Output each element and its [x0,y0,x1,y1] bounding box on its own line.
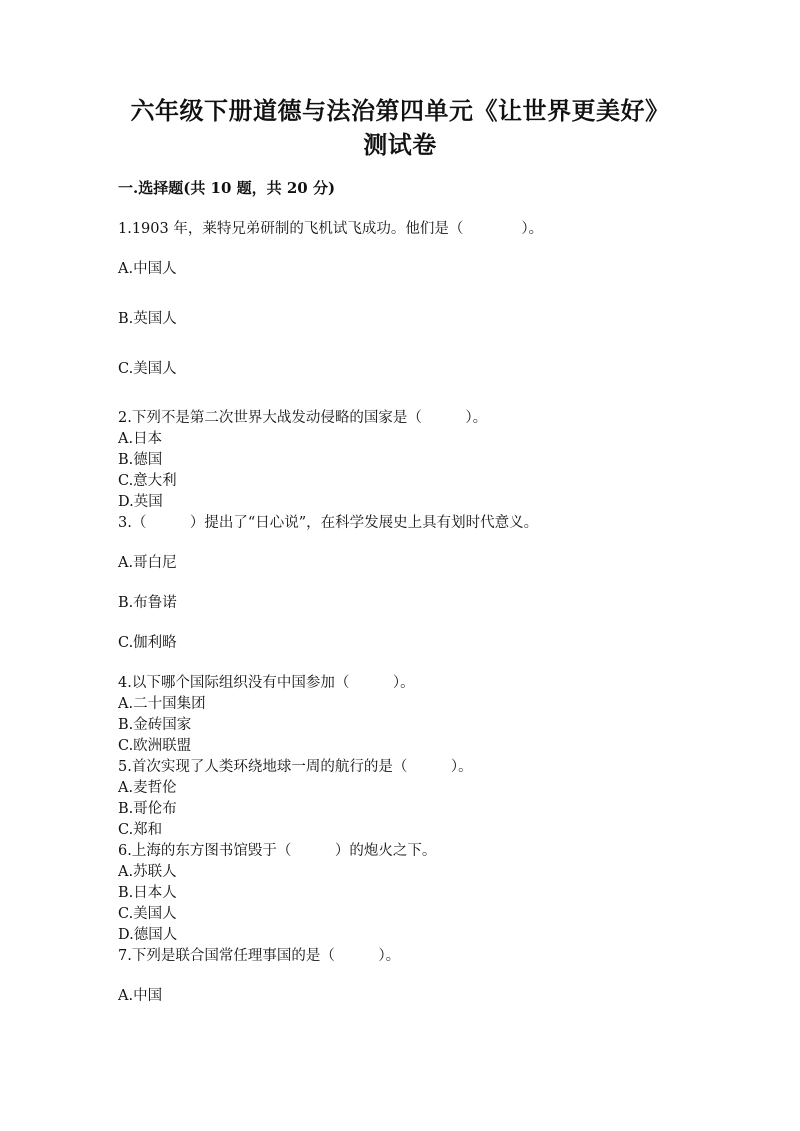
question-2-option-c: C.意大利 [118,473,177,489]
question-4-option-b: B.金砖国家 [118,717,192,733]
question-6-option-a: A.苏联人 [118,864,177,880]
question-5-option-b: B.哥伦布 [118,801,177,817]
question-7-stem: 7.下列是联合国常任理事国的是（ ）。 [118,948,401,964]
question-2-option-a: A.日本 [118,431,163,447]
question-7-option-a: A.中国 [118,988,163,1004]
section-heading: 一.选择题(共 10 题，共 20 分) [118,179,336,197]
question-5-stem: 5.首次实现了人类环绕地球一周的航行的是（ ）。 [118,759,473,775]
question-2-option-d: D.英国 [118,494,163,510]
question-4-option-c: C.欧洲联盟 [118,738,192,754]
question-3-option-a: A.哥白尼 [118,555,177,571]
question-1-option-a: A.中国人 [118,261,177,277]
question-1-option-c: C.美国人 [118,361,177,377]
page-subtitle: 测试卷 [363,130,437,159]
question-3-option-c: C.伽利略 [118,635,177,651]
question-2-stem: 2.下列不是第二次世界大战发动侵略的国家是（ ）。 [118,410,488,426]
question-6-option-c: C.美国人 [118,906,177,922]
question-3-stem: 3.（ ）提出了“日心说”，在科学发展史上具有划时代意义。 [118,515,539,531]
question-5-option-c: C.郑和 [118,822,163,838]
page-title: 六年级下册道德与法治第四单元《让世界更美好》 [130,96,670,125]
question-3-option-b: B.布鲁诺 [118,595,177,611]
question-1-option-b: B.英国人 [118,311,177,327]
question-4-option-a: A.二十国集团 [118,696,206,712]
question-6-option-d: D.德国人 [118,927,178,943]
question-6-stem: 6.上海的东方图书馆毁于（ ）的炮火之下。 [118,843,437,859]
question-5-option-a: A.麦哲伦 [118,780,177,796]
question-4-stem: 4.以下哪个国际组织没有中国参加（ ）。 [118,675,415,691]
question-6-option-b: B.日本人 [118,885,177,901]
question-2-option-b: B.德国 [118,452,163,468]
question-1-stem: 1.1903 年，莱特兄弟研制的飞机试飞成功。他们是（ ）。 [118,221,544,237]
